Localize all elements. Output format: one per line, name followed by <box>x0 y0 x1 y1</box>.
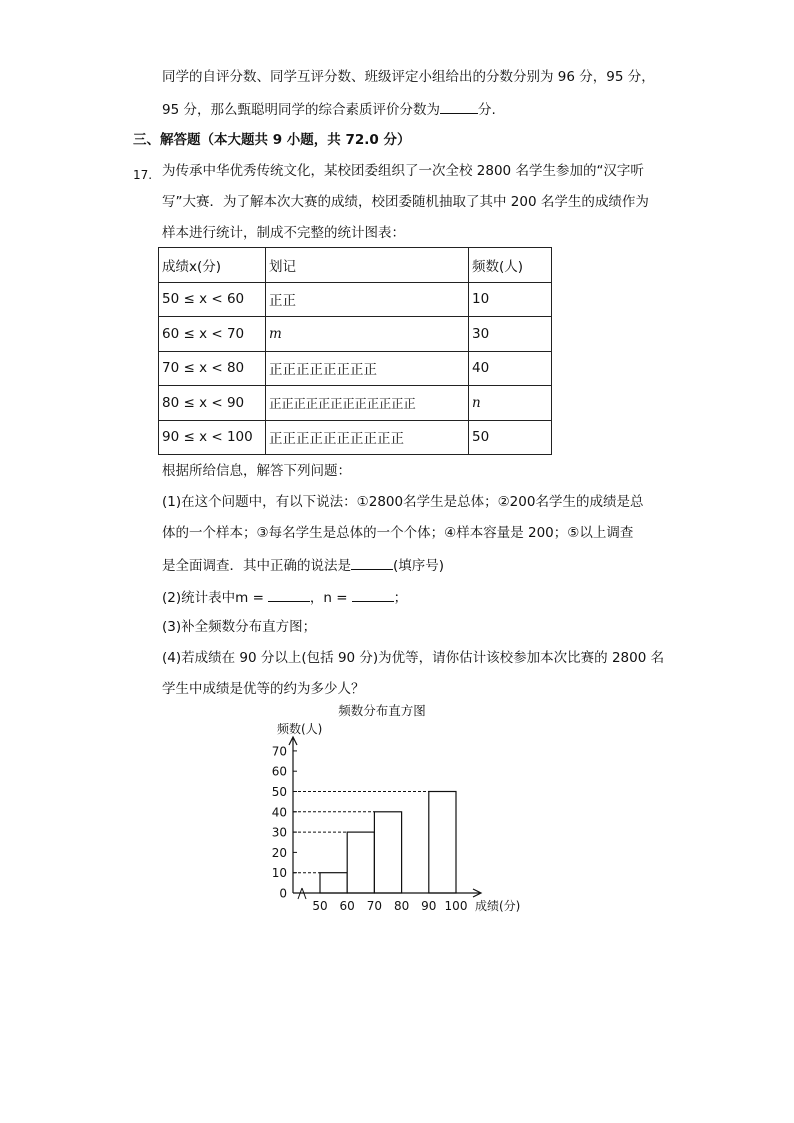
x-tick-label: 60 <box>339 899 355 913</box>
question-2-end: ； <box>393 590 408 606</box>
y-tick-label: 20 <box>271 845 287 860</box>
y-tick-label: 0 <box>279 886 287 901</box>
table-row <box>159 351 552 386</box>
section-heading: 三、解答题（本大题共 9 小题，共 72.0 分） <box>133 132 411 148</box>
table-cell: 30 <box>469 317 552 352</box>
intro-line-1: 同学的自评分数、同学互评分数、班级评定小组给出的分数分别为 96 分，95 分， <box>162 69 655 85</box>
table-cell: n <box>469 386 552 421</box>
table-cell: 正正正正正正正正正正正正 <box>266 386 469 421</box>
question-1-hint: (填序号) <box>393 558 445 574</box>
frequency-table <box>158 247 552 455</box>
table-cell: 80 ≤ x < 90 <box>159 386 266 421</box>
table-cell: 50 ≤ x < 60 <box>159 282 266 317</box>
questions-lead: 根据所给信息，解答下列问题： <box>162 463 351 479</box>
x-tick-label: 70 <box>366 899 383 913</box>
intro-line-2 <box>162 99 496 119</box>
histogram-bar <box>374 812 401 893</box>
frequency-histogram <box>260 700 530 915</box>
table-cell: 10 <box>469 282 552 317</box>
question-2-text-n: ，n = <box>309 590 348 606</box>
histogram-bar <box>429 792 456 894</box>
table-cell: 正正正正正正正正正正 <box>266 420 469 455</box>
table-cell: 40 <box>469 351 552 386</box>
question-3: (3)补全频数分布直方图； <box>162 619 317 635</box>
table-header: 频数(人) <box>469 248 552 283</box>
question-1-line-3 <box>162 555 444 575</box>
y-axis-label: 频数(人) <box>277 722 323 736</box>
question-1-line-1: (1)在这个问题中，有以下说法：①2800名学生是总体；②200名学生的成绩是总 <box>162 494 644 510</box>
table-cell: 正正 <box>266 282 469 317</box>
intro-line-2-end: 分. <box>477 102 496 118</box>
y-tick-label: 30 <box>271 825 287 840</box>
answer-blank[interactable] <box>351 555 393 570</box>
y-tick-label: 10 <box>271 866 287 881</box>
problem-line-3: 样本进行统计，制成不完整的统计图表： <box>162 225 405 241</box>
y-tick-label: 40 <box>271 805 287 820</box>
question-1-line-2: 体的一个样本；③每名学生是总体的一个个体；④样本容量是 200；⑤以上调查 <box>162 525 634 541</box>
problem-line-2: 写”大赛．为了解本次大赛的成绩，校团委随机抽取了其中 200 名学生的成绩作为 <box>162 194 649 210</box>
chart-title: 频数分布直方图 <box>338 703 426 718</box>
table-cell: 70 ≤ x < 80 <box>159 351 266 386</box>
x-tick-label: 100 <box>444 899 468 913</box>
x-tick-label: 90 <box>421 899 437 913</box>
table-cell: 正正正正正正正正 <box>266 351 469 386</box>
question-2 <box>162 587 407 607</box>
question-2-text: (2)统计表中m = <box>162 590 264 606</box>
table-header-row <box>159 248 552 283</box>
problem-line-1: 为传承中华优秀传统文化，某校团委组织了一次全校 2800 名学生参加的“汉字听 <box>162 163 644 179</box>
table-header: 成绩x(分) <box>159 248 266 283</box>
intro-line-2-text: 95 分，那么甄聪明同学的综合素质评价分数为 <box>162 102 440 118</box>
table-row <box>159 317 552 352</box>
y-tick-label: 60 <box>271 764 287 779</box>
table-header: 划记 <box>266 248 469 283</box>
answer-blank-m[interactable] <box>268 587 310 602</box>
table-row <box>159 282 552 317</box>
x-tick-label: 80 <box>393 899 410 913</box>
table-cell: 90 ≤ x < 100 <box>159 420 266 455</box>
x-tick-label: 50 <box>312 899 328 913</box>
histogram-bar <box>320 873 347 893</box>
table-cell: m <box>266 317 469 352</box>
table-row <box>159 420 552 455</box>
table-cell: 50 <box>469 420 552 455</box>
problem-number: 17. <box>133 168 153 182</box>
table-cell: 60 ≤ x < 70 <box>159 317 266 352</box>
table-row <box>159 386 552 421</box>
question-4-line-2: 学生中成绩是优等的约为多少人？ <box>162 681 365 697</box>
answer-blank[interactable] <box>440 99 478 114</box>
question-1-text: 是全面调查．其中正确的说法是 <box>162 558 351 574</box>
answer-blank-n[interactable] <box>352 587 394 602</box>
x-axis-label: 成绩(分) <box>475 899 521 913</box>
y-tick-label: 50 <box>271 785 287 799</box>
histogram-bar <box>347 832 374 893</box>
y-tick-label: 70 <box>271 744 287 759</box>
question-4-line-1: (4)若成绩在 90 分以上(包括 90 分)为优等，请你估计该校参加本次比赛的 2800 名 <box>162 650 665 666</box>
